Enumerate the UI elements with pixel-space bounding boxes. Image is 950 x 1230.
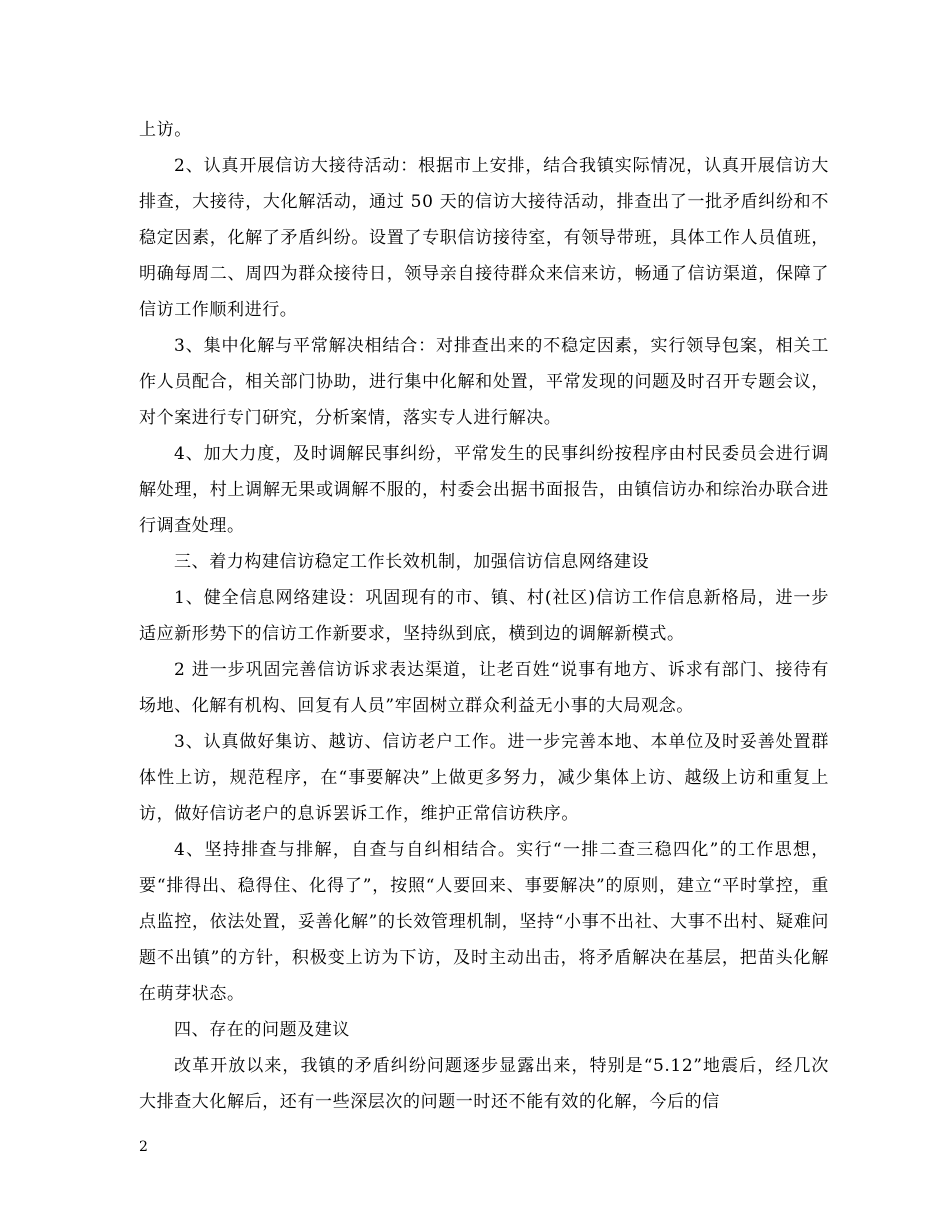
document-body — [139, 112, 829, 1120]
paragraph-item-4-inspection: 4、坚持排查与排解，自查与自纠相结合。实行“一排二查三稳四化”的工作思想，要“排得出、稳得住、化得了”，按照“人要回来、事要解决”的原则，建立“平时掌控，重点监控，依法处置，妥善化解”的长效管理机制，坚持“小事不出社、大事不出村、疑难问题不出镇”的方针，积极变上访为下访，及时主动出击，将矛盾解决在基层，把苗头化解在萌芽状态。 — [139, 840, 829, 1004]
paragraph-item-3-petition-work: 3、认真做好集访、越访、信访老户工作。进一步完善本地、本单位及时妥善处置群体性上访，规范程序，在“事要解决”上做更多努力，减少集体上访、越级上访和重复上访，做好信访老户的息诉罢诉工作，维护正常信访秩序。 — [139, 732, 829, 824]
paragraph-item-1-network: 1、健全信息网络建设：巩固现有的市、镇、村(社区)信访工作信息新格局，进一步适应新形势下的信访工作新要求，坚持纵到底，横到边的调解新模式。 — [139, 588, 829, 644]
page-number: 2 — [139, 1139, 148, 1155]
section-heading-three: 三、着力构建信访稳定工作长效机制，加强信访信息网络建设 — [174, 552, 650, 572]
paragraph-continuation: 上访。 — [139, 120, 192, 140]
paragraph-item-2-channels: 2 进一步巩固完善信访诉求表达渠道，让老百姓“说事有地方、诉求有部门、接待有场地、化解有机构、回复有人员”牢固树立群众利益无小事的大局观念。 — [139, 660, 829, 716]
paragraph-item-2-reception: 2、认真开展信访大接待活动：根据市上安排，结合我镇实际情况，认真开展信访大排查，大接待，大化解活动，通过 50 天的信访大接待活动，排查出了一批矛盾纠纷和不稳定因素，化解了矛盾纠纷。设置了专职信访接待室，有领导带班，具体工作人员值班，明确每周二、周四为群众接待日，领导亲自接待群众来信来访，畅通了信访渠道，保障了信访工作顺利进行。 — [139, 156, 829, 320]
paragraph-item-3-centralized-resolution: 3、集中化解与平常解决相结合：对排查出来的不稳定因素，实行领导包案，相关工作人员配合，相关部门协助，进行集中化解和处置，平常发现的问题及时召开专题会议，对个案进行专门研究，分析案情，落实专人进行解决。 — [139, 336, 829, 428]
section-heading-four: 四、存在的问题及建议 — [174, 1020, 350, 1040]
paragraph-item-4-civil-disputes: 4、加大力度，及时调解民事纠纷，平常发生的民事纠纷按程序由村民委员会进行调解处理，村上调解无果或调解不服的，村委会出据书面报告，由镇信访办和综治办联合进行调查处理。 — [139, 444, 829, 536]
paragraph-problems: 改革开放以来，我镇的矛盾纠纷问题逐步显露出来，特别是“5.12”地震后，经几次大排查大化解后，还有一些深层次的问题一时还不能有效的化解，今后的信 — [139, 1056, 829, 1112]
